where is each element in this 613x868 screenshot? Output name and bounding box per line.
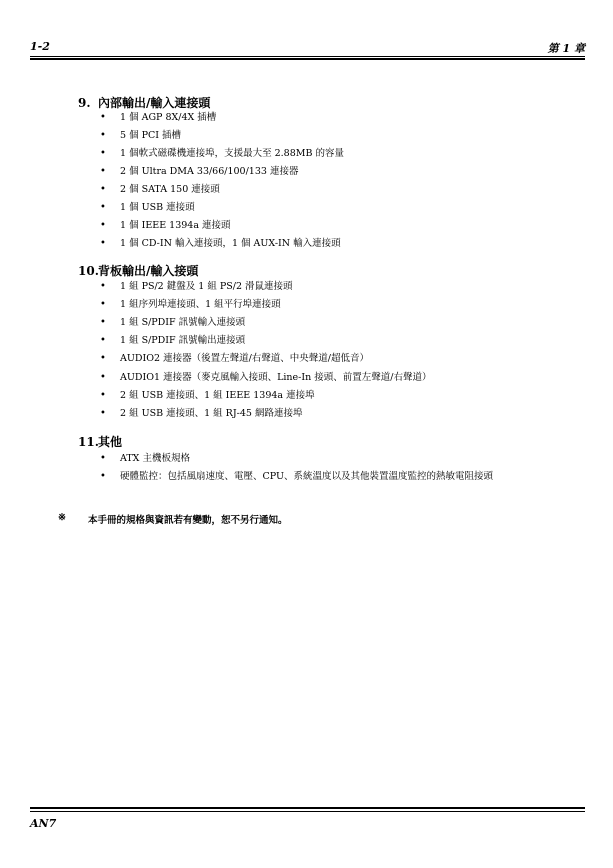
list-item-text: AUDIO2 連接器（後置左聲道/右聲道、中央聲道/超低音）	[120, 353, 369, 364]
bullet: •	[100, 390, 106, 401]
bullet: •	[100, 317, 106, 328]
section-heading: 背板輸出/輸入接頭	[98, 264, 199, 278]
list-item-text: 1 組 PS/2 鍵盤及 1 組 PS/2 滑鼠連接頭	[120, 281, 293, 292]
bullet: •	[100, 453, 106, 464]
chapter-label: 第 1 章	[547, 42, 585, 55]
section-number: 10.	[78, 264, 99, 278]
list-item-text: 1 個 USB 連接頭	[120, 202, 195, 213]
bullet: •	[100, 238, 106, 249]
list-item-text: 硬體監控：包括風扇速度、電壓、CPU、系統溫度以及其他裝置溫度監控的熱敏電阻接頭	[120, 471, 494, 482]
bullet: •	[100, 184, 106, 195]
list-item-text: 1 組序列埠連接頭、1 組平行埠連接頭	[120, 299, 281, 310]
list-item-text: 2 組 USB 連接頭、1 組 RJ-45 網路連接埠	[120, 408, 303, 419]
bullet: •	[100, 353, 106, 364]
page-number: 1-2	[30, 40, 50, 53]
section-heading: 其他	[98, 435, 123, 449]
section-number: 11.	[78, 435, 99, 449]
list-item-text: 1 組 S/PDIF 訊號輸入連接頭	[120, 317, 246, 328]
list-item-text: ATX 主機板規格	[120, 453, 190, 464]
model-label: AN7	[30, 817, 57, 830]
section-title	[78, 94, 210, 111]
note-mark: ※	[58, 512, 66, 523]
list-item-text: AUDIO1 連接器（麥克風輸入接頭、Line-In 接頭、前置左聲道/右聲道）	[120, 372, 432, 383]
bullet: •	[100, 220, 106, 231]
bullet: •	[100, 408, 106, 419]
header-rule-thin	[30, 56, 585, 57]
bullet: •	[100, 471, 106, 482]
list-item-text: 1 組 S/PDIF 訊號輸出連接頭	[120, 335, 246, 346]
bullet: •	[100, 299, 106, 310]
page-header	[30, 40, 585, 54]
footer-rule-thin	[30, 811, 585, 812]
note-text: 本手冊的規格與資訊若有變動，恕不另行通知。	[88, 515, 288, 526]
list-item-text: 2 個 Ultra DMA 33/66/100/133 連接器	[120, 166, 299, 177]
list-item-text: 5 個 PCI 插槽	[120, 130, 182, 141]
section-title	[78, 262, 198, 279]
section-title	[78, 433, 122, 450]
bullet: •	[100, 166, 106, 177]
bullet: •	[100, 335, 106, 346]
footer-rule-thick	[30, 807, 585, 809]
section-number: 9.	[78, 96, 91, 110]
list-item-text: 2 組 USB 連接頭、1 組 IEEE 1394a 連接埠	[120, 390, 315, 401]
header-rule-thick	[30, 58, 585, 60]
bullet: •	[100, 112, 106, 123]
bullet: •	[100, 130, 106, 141]
section-heading: 內部輸出/輸入連接頭	[98, 96, 211, 110]
bullet: •	[100, 281, 106, 292]
list-item-text: 1 個 CD-IN 輸入連接頭，1 個 AUX-IN 輸入連接頭	[120, 238, 341, 249]
list-item-text: 1 個 IEEE 1394a 連接頭	[120, 220, 231, 231]
bullet: •	[100, 148, 106, 159]
list-item-text: 1 個軟式磁碟機連接埠，支援最大至 2.88MB 的容量	[120, 148, 344, 159]
bullet: •	[100, 202, 106, 213]
bullet: •	[100, 372, 106, 383]
list-item-text: 1 個 AGP 8X/4X 插槽	[120, 112, 217, 123]
list-item-text: 2 個 SATA 150 連接頭	[120, 184, 220, 195]
